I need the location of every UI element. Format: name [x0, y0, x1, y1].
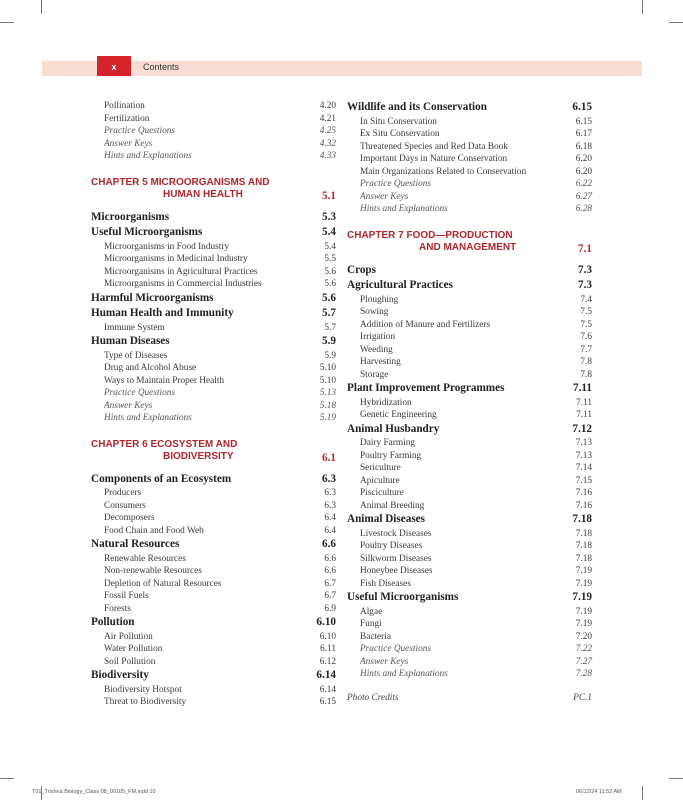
entry-page-number: 4.21 — [319, 113, 336, 124]
entry-page-number: 7.3 — [578, 263, 592, 276]
entry-page-number: 6.4 — [324, 513, 336, 523]
entry-label: Threat to Biodiversity — [104, 697, 187, 707]
entry-page-number: 7.7 — [580, 344, 592, 355]
entry-page-number: 6.7 — [324, 578, 336, 589]
entry-label: Algae — [360, 606, 383, 617]
entry-label: Fungi — [360, 619, 382, 629]
toc-section-entry — [347, 100, 592, 116]
entry-label: Pollination — [104, 101, 145, 111]
entry-page-number: 5.4 — [324, 241, 336, 252]
entry-label: Poultry Farming — [360, 450, 422, 461]
entry-page-number: 4.20 — [319, 101, 336, 111]
toc-entry — [347, 553, 592, 566]
chapter-title-line2: BIODIVERSITY — [163, 451, 234, 462]
entry-label: Photo Credits — [347, 692, 399, 703]
entry-page-number: 6.15 — [572, 101, 592, 113]
entry-page-number: 6.11 — [320, 644, 336, 654]
entry-label: Human Health and Immunity — [91, 307, 234, 319]
toc-entry — [347, 331, 592, 344]
toc-entry — [347, 409, 592, 422]
page-number-tab: x — [97, 56, 131, 76]
entry-page-number: 6.6 — [324, 553, 336, 564]
toc-entry — [91, 643, 336, 656]
entry-label: Wildlife and its Conservation — [347, 101, 487, 113]
entry-label: Soil Pollution — [104, 656, 156, 667]
toc-entry — [91, 553, 336, 566]
toc-entry — [347, 606, 592, 619]
entry-page-number: 7.12 — [572, 422, 592, 435]
entry-label: Apiculture — [360, 475, 400, 486]
entry-page-number: 5.6 — [322, 291, 336, 304]
toc-section-entry — [91, 210, 336, 226]
entry-label: Answer Keys — [360, 656, 409, 667]
toc-entry — [91, 578, 336, 591]
entry-label: Biodiversity — [91, 669, 149, 681]
toc-left-column — [91, 100, 336, 709]
entry-label: Irrigation — [360, 332, 396, 342]
toc-entry — [347, 565, 592, 578]
crop-mark — [669, 22, 683, 23]
toc-section-entry — [91, 668, 336, 684]
entry-page-number: 6.12 — [319, 656, 336, 667]
entry-label: Microorganisms — [91, 210, 170, 223]
entry-page-number: 7.16 — [575, 488, 592, 498]
entry-page-number: 7.19 — [575, 606, 592, 617]
toc-section-entry — [91, 334, 336, 350]
toc-entry — [347, 618, 592, 631]
toc-section-entry — [347, 422, 592, 438]
toc-entry — [347, 643, 592, 656]
entry-page-number: 6.18 — [575, 141, 592, 152]
entry-page-number: 7.19 — [572, 591, 592, 603]
entry-label: Hints and Explanations — [360, 669, 448, 679]
chapter-title-line1: CHAPTER 7 FOOD—PRODUCTION — [347, 229, 513, 241]
entry-page-number: 5.18 — [319, 400, 336, 411]
toc-section-entry — [91, 472, 336, 488]
entry-label: Weeding — [360, 344, 393, 355]
toc-entry — [91, 525, 336, 538]
entry-page-number: 5.7 — [324, 322, 336, 333]
entry-page-number: 7.3 — [578, 279, 592, 291]
entry-label: Main Organizations Related to Conservation — [360, 166, 527, 177]
toc-entry — [347, 397, 592, 410]
crop-mark — [0, 778, 14, 779]
toc-entry — [91, 412, 336, 425]
entry-page-number: 7.16 — [575, 500, 592, 511]
entry-label: Microorganisms in Medicinal Industry — [104, 254, 248, 264]
entry-label: Answer Keys — [104, 400, 153, 411]
entry-label: Type of Diseases — [104, 350, 168, 361]
entry-page-number: 4.25 — [319, 126, 336, 136]
chapter-heading — [91, 177, 336, 202]
entry-page-number: 7.15 — [575, 475, 592, 486]
entry-label: Fish Diseases — [360, 578, 411, 589]
toc-entry — [91, 400, 336, 413]
entry-page-number: 7.11 — [576, 410, 592, 420]
entry-page-number: 6.6 — [324, 566, 336, 576]
entry-label: Storage — [360, 369, 389, 380]
entry-page-number: 6.9 — [324, 603, 336, 614]
entry-page-number: 7.5 — [580, 319, 592, 330]
chapter-heading — [91, 439, 336, 464]
entry-page-number: 7.19 — [575, 578, 592, 589]
toc-entry — [91, 350, 336, 363]
entry-label: Pisciculture — [360, 488, 404, 498]
entry-label: Answer Keys — [104, 138, 153, 149]
entry-page-number: 7.18 — [572, 513, 592, 525]
crop-mark — [642, 786, 643, 800]
toc-entry — [347, 462, 592, 475]
entry-label: Animal Diseases — [347, 513, 426, 525]
toc-entry — [347, 294, 592, 307]
entry-page-number: 6.17 — [575, 129, 592, 139]
entry-page-number: 6.20 — [575, 154, 592, 164]
entry-page-number: 5.6 — [324, 279, 336, 289]
toc-entry — [91, 278, 336, 291]
toc-entry — [91, 113, 336, 126]
entry-label: Sericulture — [360, 463, 401, 473]
entry-page-number: 7.11 — [573, 382, 592, 394]
toc-entry — [91, 512, 336, 525]
toc-entry — [347, 369, 592, 382]
entry-page-number: 6.6 — [322, 538, 336, 550]
toc-entry — [347, 475, 592, 488]
entry-label: Natural Resources — [91, 538, 180, 550]
entry-label: Fossil Fuels — [104, 591, 149, 601]
entry-label: Microorganisms in Commercial Industries — [104, 279, 262, 289]
entry-label: Producers — [104, 488, 142, 498]
entry-page-number: 6.10 — [319, 631, 336, 642]
entry-page-number: 7.28 — [575, 669, 592, 679]
entry-label: Animal Breeding — [360, 500, 425, 511]
entry-label: Useful Microorganisms — [347, 591, 459, 603]
chapter-page-number: 7.1 — [578, 243, 592, 255]
entry-page-number: 6.27 — [575, 191, 592, 202]
toc-entry — [91, 322, 336, 335]
page-title: Contents — [143, 62, 180, 72]
entry-page-number: 7.19 — [575, 619, 592, 629]
toc-entry — [347, 528, 592, 541]
toc-entry — [347, 487, 592, 500]
entry-label: Dairy Farming — [360, 438, 415, 448]
entry-label: Hybridization — [360, 397, 412, 408]
entry-page-number: 4.33 — [319, 151, 336, 161]
entry-label: Harvesting — [360, 357, 401, 367]
toc-section-entry — [347, 263, 592, 279]
toc-section-entry — [347, 278, 592, 294]
entry-page-number: 5.9 — [324, 350, 336, 361]
entry-label: Ex Situ Conservation — [360, 129, 440, 139]
entry-page-number: 6.3 — [322, 472, 336, 485]
chapter-title-line2: AND MANAGEMENT — [419, 242, 517, 253]
toc-section-entry — [347, 512, 592, 528]
toc-entry — [347, 578, 592, 591]
entry-label: Water Pollution — [104, 644, 163, 654]
crop-mark — [0, 22, 14, 23]
entry-page-number: 6.3 — [324, 500, 336, 511]
entry-label: Air Pollution — [104, 631, 153, 642]
toc-entry — [347, 116, 592, 129]
entry-label: Practice Questions — [104, 388, 176, 398]
crop-mark — [669, 778, 683, 779]
chapter-page-number: 5.1 — [322, 190, 336, 202]
entry-page-number: 4.32 — [319, 138, 336, 149]
toc-entry — [347, 691, 592, 705]
entry-page-number: 7.18 — [575, 541, 592, 551]
toc-section-entry — [91, 291, 336, 307]
entry-label: Drug and Alcohol Abuse — [104, 363, 197, 373]
entry-page-number: 5.9 — [322, 335, 336, 347]
entry-page-number: 5.4 — [322, 226, 336, 238]
toc-entry — [91, 487, 336, 500]
toc-entry — [347, 128, 592, 141]
footer-date: 06/12/24 11:52 AM — [576, 789, 622, 795]
toc-entry — [91, 375, 336, 388]
toc-section-entry — [91, 225, 336, 241]
entry-label: Threatened Species and Red Data Book — [360, 141, 508, 152]
chapter-page-number: 6.1 — [322, 452, 336, 464]
entry-label: Harmful Microorganisms — [91, 291, 214, 304]
entry-page-number: 7.8 — [580, 357, 592, 367]
entry-label: Components of an Ecosystem — [91, 472, 232, 485]
toc-entry — [91, 387, 336, 400]
entry-page-number: 6.14 — [319, 684, 336, 695]
entry-page-number: 6.15 — [319, 697, 336, 707]
entry-label: Useful Microorganisms — [91, 226, 203, 238]
entry-label: Animal Husbandry — [347, 422, 440, 435]
entry-page-number: 7.4 — [580, 294, 592, 305]
entry-page-number: 6.28 — [575, 204, 592, 214]
entry-page-number: 7.11 — [576, 397, 592, 408]
entry-page-number: 7.14 — [575, 463, 592, 473]
toc-entry — [91, 656, 336, 669]
entry-label: Answer Keys — [360, 191, 409, 202]
entry-page-number: 6.15 — [575, 116, 592, 127]
toc-entry — [91, 266, 336, 279]
toc-entry — [347, 178, 592, 191]
entry-label: Food Chain and Food Web — [104, 525, 204, 536]
entry-page-number: 5.6 — [324, 266, 336, 277]
entry-label: Plant Improvement Programmes — [347, 382, 505, 394]
chapter-title-line1: CHAPTER 5 MICROORGANISMS AND — [91, 176, 270, 188]
toc-entry — [91, 500, 336, 513]
toc-section-entry — [347, 590, 592, 606]
toc-entry — [91, 684, 336, 697]
entry-page-number: 7.6 — [580, 332, 592, 342]
entry-label: Practice Questions — [104, 126, 176, 136]
entry-label: In Situ Conservation — [360, 116, 437, 127]
entry-label: Genetic Engineering — [360, 410, 437, 420]
entry-page-number: 7.18 — [575, 528, 592, 539]
toc-entry — [347, 437, 592, 450]
entry-page-number: 5.19 — [319, 413, 336, 423]
toc-entry — [91, 150, 336, 163]
toc-section-entry — [91, 306, 336, 322]
entry-label: Ways to Maintain Proper Health — [104, 375, 225, 386]
toc-entry — [91, 362, 336, 375]
entry-label: Microorganisms in Food Industry — [104, 241, 230, 252]
entry-page-number: 6.7 — [324, 591, 336, 601]
entry-label: Practice Questions — [360, 179, 432, 189]
toc-entry — [347, 306, 592, 319]
entry-label: Bacteria — [360, 631, 391, 642]
toc-section-entry — [91, 615, 336, 631]
crop-mark — [41, 0, 42, 14]
entry-page-number: 6.4 — [324, 525, 336, 536]
entry-page-number: PC.1 — [573, 692, 592, 703]
toc-entry — [91, 590, 336, 603]
entry-page-number: 7.13 — [575, 438, 592, 448]
entry-page-number: 5.7 — [322, 307, 336, 319]
entry-page-number: 6.20 — [575, 166, 592, 177]
entry-label: Biodiversity Hotspot — [104, 684, 182, 695]
entry-page-number: 7.20 — [575, 631, 592, 642]
entry-label: Immune System — [104, 322, 165, 333]
entry-label: Pollution — [91, 616, 135, 628]
chapter-title-line2: HUMAN HEALTH — [163, 189, 243, 200]
toc-entry — [347, 153, 592, 166]
toc-entry — [91, 100, 336, 113]
entry-label: Practice Questions — [360, 644, 432, 654]
toc-entry — [347, 191, 592, 204]
entry-page-number: 7.27 — [575, 656, 592, 667]
toc-entry — [91, 125, 336, 138]
entry-page-number: 6.22 — [575, 179, 592, 189]
entry-label: Hints and Explanations — [360, 204, 448, 214]
header-band — [42, 61, 642, 76]
toc-entry — [91, 253, 336, 266]
entry-page-number: 6.3 — [324, 488, 336, 498]
crop-mark — [642, 0, 643, 14]
toc-entry — [347, 668, 592, 681]
entry-label: Ploughing — [360, 294, 399, 305]
entry-label: Honeybee Diseases — [360, 566, 433, 576]
entry-page-number: 7.8 — [580, 369, 592, 380]
toc-entry — [347, 203, 592, 216]
entry-page-number: 5.10 — [319, 363, 336, 373]
toc-entry — [347, 631, 592, 644]
entry-label: Fertilization — [104, 113, 150, 124]
entry-label: Addition of Manure and Fertilizers — [360, 319, 491, 330]
toc-entry — [347, 166, 592, 179]
entry-page-number: 5.5 — [324, 254, 336, 264]
footer-filename: T01_Trishna Biology_Class 08_00105_FM.indd 10 — [32, 789, 156, 795]
toc-entry — [347, 141, 592, 154]
toc-right-column — [347, 100, 592, 705]
entry-label: Livestock Diseases — [360, 528, 432, 539]
entry-label: Hints and Explanations — [104, 151, 192, 161]
entry-page-number: 6.14 — [316, 669, 336, 681]
entry-page-number: 5.10 — [319, 375, 336, 386]
entry-label: Important Days in Nature Conservation — [360, 154, 508, 164]
entry-label: Renewable Resources — [104, 553, 186, 564]
entry-page-number: 7.5 — [580, 307, 592, 317]
entry-page-number: 6.10 — [316, 616, 336, 628]
entry-page-number: 7.19 — [575, 566, 592, 576]
toc-section-entry — [347, 381, 592, 397]
toc-entry — [347, 344, 592, 357]
entry-label: Poultry Diseases — [360, 541, 423, 551]
toc-section-entry — [91, 537, 336, 553]
entry-label: Depletion of Natural Resources — [104, 578, 222, 589]
toc-entry — [91, 241, 336, 254]
entry-label: Non-renewable Resources — [104, 566, 202, 576]
toc-entry — [347, 656, 592, 669]
entry-page-number: 5.3 — [322, 210, 336, 223]
entry-label: Decomposers — [104, 513, 155, 523]
entry-label: Microorganisms in Agricultural Practices — [104, 266, 258, 277]
toc-entry — [347, 500, 592, 513]
chapter-heading — [347, 230, 592, 255]
entry-label: Silkworm Diseases — [360, 553, 432, 564]
entry-page-number: 5.13 — [319, 388, 336, 398]
entry-label: Crops — [347, 263, 377, 276]
toc-entry — [347, 319, 592, 332]
toc-entry — [91, 138, 336, 151]
entry-page-number: 7.18 — [575, 553, 592, 564]
toc-entry — [347, 356, 592, 369]
entry-label: Hints and Explanations — [104, 413, 192, 423]
entry-label: Agricultural Practices — [347, 279, 453, 291]
toc-entry — [91, 696, 336, 709]
toc-entry — [91, 603, 336, 616]
entry-label: Sowing — [360, 307, 389, 317]
chapter-title-line1: CHAPTER 6 ECOSYSTEM AND — [91, 438, 238, 450]
toc-entry — [347, 540, 592, 553]
toc-entry — [91, 565, 336, 578]
entry-page-number: 7.22 — [575, 644, 592, 654]
toc-entry — [347, 450, 592, 463]
entry-label: Human Diseases — [91, 335, 170, 347]
toc-entry — [91, 631, 336, 644]
entry-label: Forests — [104, 603, 131, 614]
entry-label: Consumers — [104, 500, 146, 511]
entry-page-number: 7.13 — [575, 450, 592, 461]
